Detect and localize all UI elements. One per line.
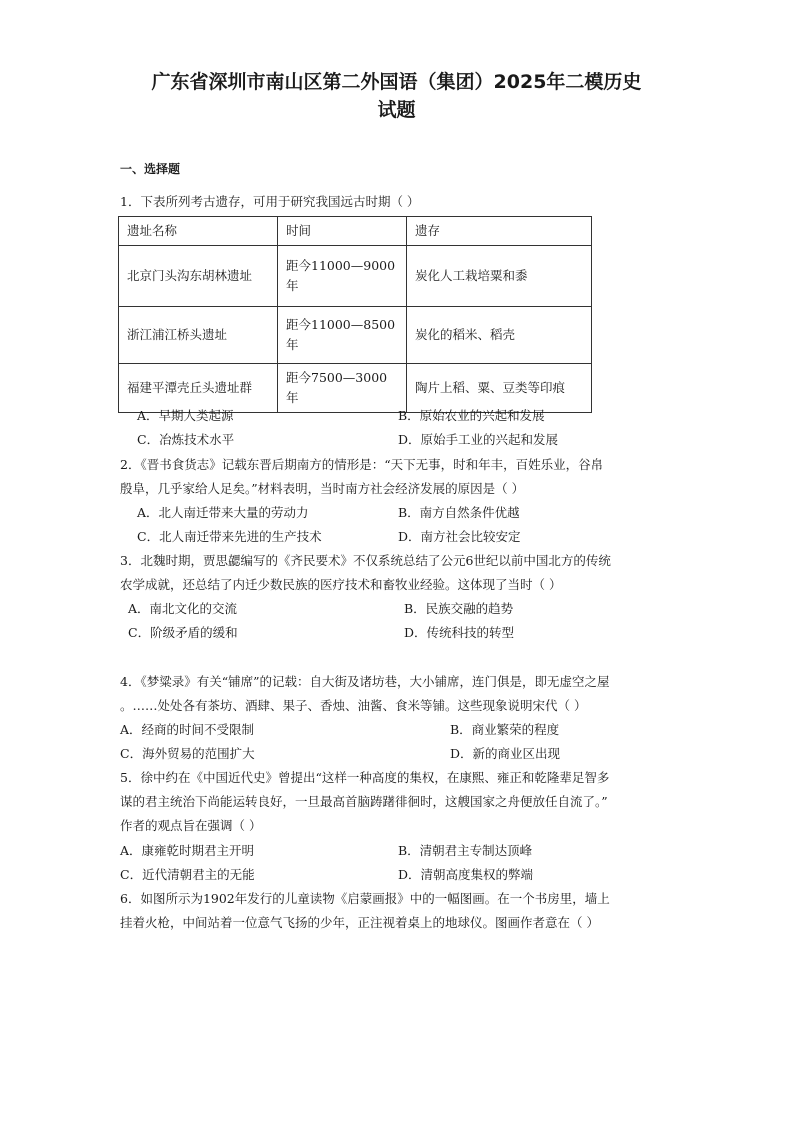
- table-cell: 浙江浦江桥头遗址: [119, 307, 278, 364]
- document-title-line1: 广东省深圳市南山区第二外国语（集团）2025年二模历史: [151, 71, 642, 93]
- table-header-row: [119, 217, 592, 246]
- table-cell: 陶片上稻、粟、豆类等印痕: [407, 364, 592, 413]
- table-cell: 距今11000—9000年: [278, 246, 407, 307]
- table-row: [119, 246, 592, 307]
- question-2-stem: 2．《晋书食货志》记载东晋后期南方的情形是：“天下无事，时和年丰，百姓乐业，谷帛: [120, 457, 604, 472]
- question-6-stem: 挂着火枪，中间站着一位意气飞扬的少年，正注视着桌上的地球仪。图画作者意在（ ）: [120, 915, 599, 930]
- table-cell: 炭化人工栽培粟和黍: [407, 246, 592, 307]
- question-6-stem: 6．如图所示为1902年发行的儿童读物《启蒙画报》中的一幅图画。在一个书房里，墙上: [120, 891, 610, 906]
- table-header-cell: 时间: [278, 217, 407, 246]
- question-2-stem: 殷阜，几乎家给人足矣。”材料表明，当时南方社会经济发展的原因是（ ）: [120, 481, 525, 496]
- question-4-option-a: A．经商的时间不受限制: [120, 722, 255, 737]
- table-cell: 炭化的稻米、稻壳: [407, 307, 592, 364]
- question-5-option-d: D．清朝高度集权的弊端: [398, 867, 534, 882]
- question-1-option-d: D．原始手工业的兴起和发展: [398, 432, 559, 447]
- question-1-stem: 1．下表所列考古遗存，可用于研究我国远古时期（ ）: [120, 194, 420, 209]
- table-cell: 距今11000—8500年: [278, 307, 407, 364]
- question-1-option-b: B．原始农业的兴起和发展: [398, 408, 545, 423]
- question-5-option-c: C．近代清朝君主的无能: [120, 867, 255, 882]
- table-cell: 福建平潭壳丘头遗址群: [119, 364, 278, 413]
- question-4-option-b: B．商业繁荣的程度: [450, 722, 560, 737]
- table-header-cell: 遗存: [407, 217, 592, 246]
- question-3-option-d: D．传统科技的转型: [404, 625, 515, 640]
- question-5-stem: 作者的观点旨在强调（ ）: [120, 818, 262, 833]
- relics-table: [118, 216, 592, 413]
- question-2-option-b: B．南方自然条件优越: [398, 505, 520, 520]
- question-2-option-c: C．北人南迁带来先进的生产技术: [137, 529, 322, 544]
- question-3-stem: 农学成就，还总结了内迁少数民族的医疗技术和畜牧业经验。这体现了当时（ ）: [120, 577, 562, 592]
- table-cell: 北京门头沟东胡林遗址: [119, 246, 278, 307]
- question-5-option-a: A．康雍乾时期君主开明: [120, 843, 255, 858]
- question-4-stem: 4．《梦粱录》有关“铺席”的记载：自大街及诸坊巷，大小铺席，连门俱是，即无虚空之屋: [120, 674, 610, 689]
- question-5-stem: 谋的君主统治下尚能运转良好，一旦最高首脑踌躇徘徊时，这艘国家之舟便放任自流了。”: [120, 794, 608, 809]
- question-1-option-a: A．早期人类起源: [137, 408, 234, 423]
- table-row: [119, 364, 592, 413]
- document-title-line2: 试题: [377, 99, 416, 121]
- question-3-option-c: C．阶级矛盾的缓和: [128, 625, 238, 640]
- table-row: [119, 307, 592, 364]
- table-cell: 距今7500—3000年: [278, 364, 407, 413]
- table-header-cell: 遗址名称: [119, 217, 278, 246]
- question-2-option-d: D．南方社会比较安定: [398, 529, 521, 544]
- question-5-stem: 5．徐中约在《中国近代史》曾提出“这样一种高度的集权，在康熙、雍正和乾隆辈足智多: [120, 770, 610, 785]
- question-4-stem: 。……处处各有茶坊、酒肆、果子、香烛、油酱、食米等铺。这些现象说明宋代（ ）: [120, 698, 587, 713]
- question-5-option-b: B．清朝君主专制达顶峰: [398, 843, 533, 858]
- question-3-option-b: B．民族交融的趋势: [404, 601, 514, 616]
- question-3-option-a: A．南北文化的交流: [128, 601, 238, 616]
- question-3-stem: 3．北魏时期，贾思勰编写的《齐民要术》不仅系统总结了公元6世纪以前中国北方的传统: [120, 553, 611, 568]
- question-2-option-a: A．北人南迁带来大量的劳动力: [137, 505, 309, 520]
- question-4-option-c: C．海外贸易的范围扩大: [120, 746, 255, 761]
- question-1-option-c: C．冶炼技术水平: [137, 432, 235, 447]
- question-4-option-d: D．新的商业区出现: [450, 746, 561, 761]
- section-heading: 一、选择题: [120, 162, 181, 176]
